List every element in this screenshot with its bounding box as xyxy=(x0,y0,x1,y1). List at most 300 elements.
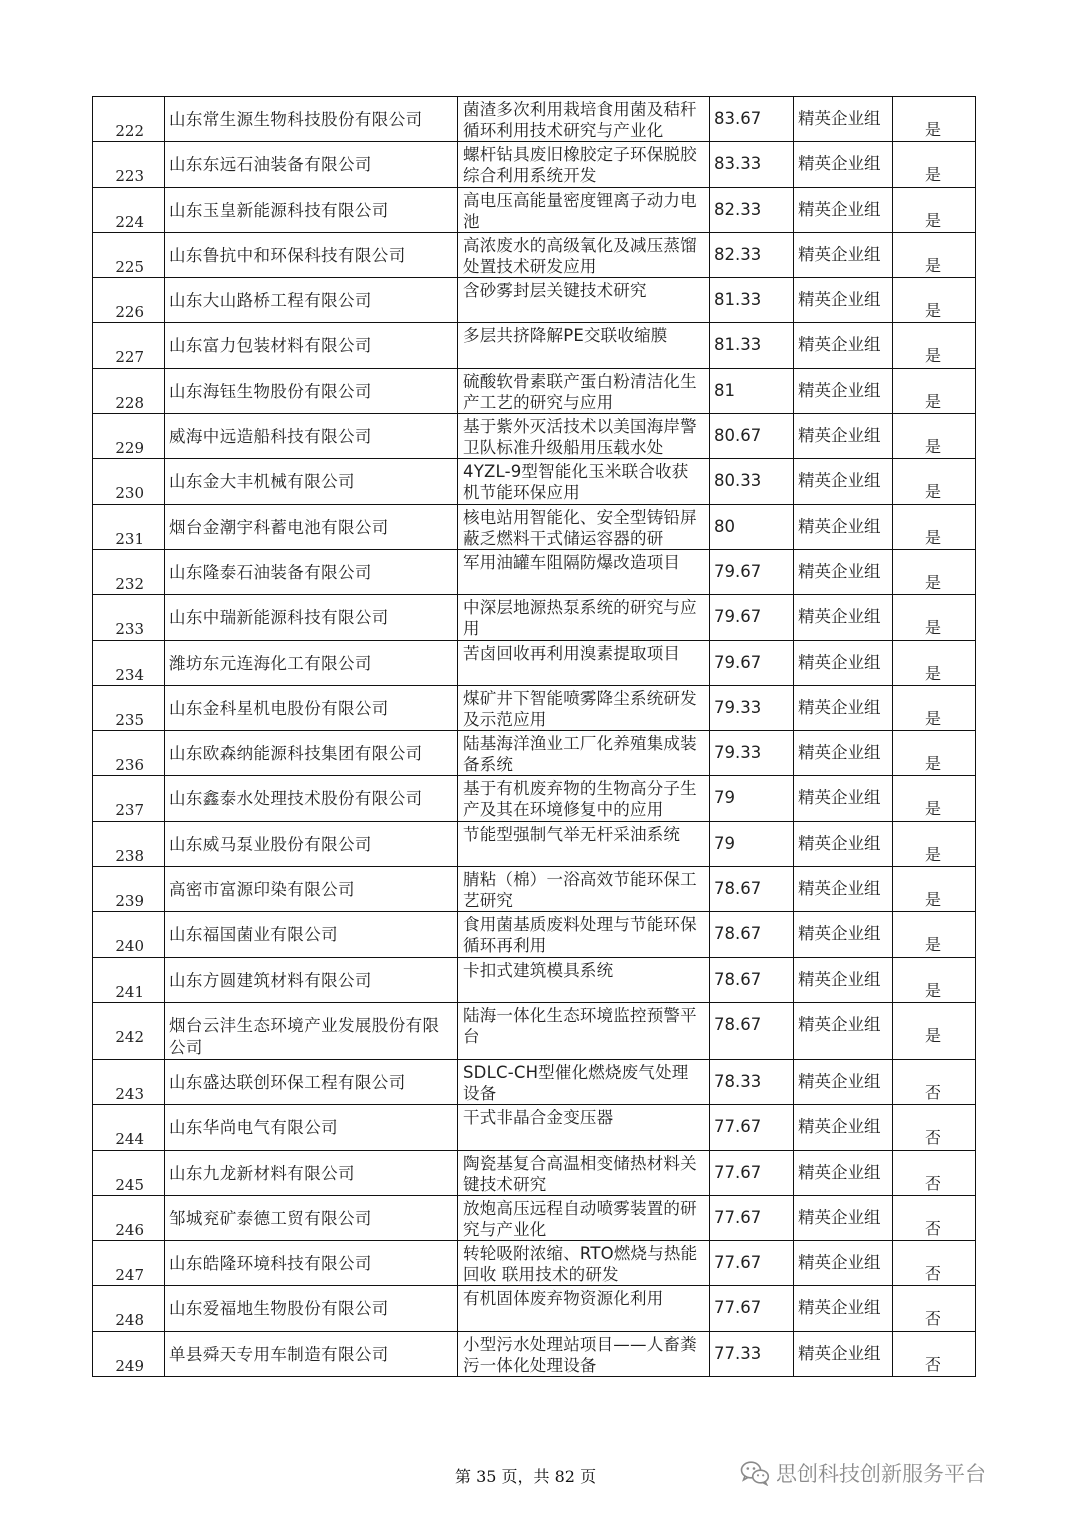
project-name-cell xyxy=(458,957,710,1002)
group-name: 精英企业组 xyxy=(798,697,881,717)
group-name-cell xyxy=(794,731,893,776)
project-name-cell xyxy=(458,1105,710,1150)
group-name-cell xyxy=(794,821,893,866)
company-name-cell xyxy=(165,278,458,323)
project-name: 干式非晶合金变压器 xyxy=(463,1108,614,1128)
project-name: 含砂雾封层关键技术研究 xyxy=(463,281,647,301)
project-name-cell xyxy=(458,1241,710,1286)
row-number-cell xyxy=(93,1241,165,1286)
group-name: 精英企业组 xyxy=(798,1117,881,1137)
row-number-cell xyxy=(93,776,165,821)
group-name: 精英企业组 xyxy=(798,1162,881,1182)
project-name: 腈粘（棉）一浴高效节能环保工艺研究 xyxy=(463,870,697,911)
group-name-cell xyxy=(794,323,893,368)
status-flag: 是 xyxy=(924,437,941,457)
status-flag: 是 xyxy=(924,527,941,547)
project-name: 煤矿井下智能喷雾降尘系统研发及示范应用 xyxy=(463,688,697,729)
score: 77.67 xyxy=(714,1207,762,1227)
row-number: 230 xyxy=(115,484,144,503)
project-name: 中深层地源热泵系统的研究与应用 xyxy=(463,598,697,639)
score: 77.67 xyxy=(714,1253,762,1273)
score: 79.67 xyxy=(714,652,762,672)
company-name-cell xyxy=(165,1002,458,1059)
status-flag-cell xyxy=(893,957,976,1002)
project-name: 转轮吸附浓缩、RTO燃烧与热能回收 联用技术的研发 xyxy=(463,1244,698,1285)
group-name: 精英企业组 xyxy=(798,788,881,808)
status-flag: 是 xyxy=(924,120,941,139)
project-name-cell xyxy=(458,232,710,277)
group-name: 精英企业组 xyxy=(798,607,881,627)
score-cell xyxy=(710,187,794,232)
row-number-cell xyxy=(93,1105,165,1150)
company-name-cell xyxy=(165,232,458,277)
status-flag: 是 xyxy=(924,482,941,502)
table-row xyxy=(93,549,976,594)
status-flag-cell xyxy=(893,776,976,821)
group-name-cell xyxy=(794,142,893,187)
score-cell xyxy=(710,323,794,368)
group-name-cell xyxy=(794,278,893,323)
status-flag-cell xyxy=(893,731,976,776)
score: 79.33 xyxy=(714,697,762,717)
score-cell xyxy=(710,142,794,187)
score: 79.33 xyxy=(714,743,762,763)
project-name-cell xyxy=(458,323,710,368)
score: 82.33 xyxy=(714,199,762,219)
company-name-cell xyxy=(165,1331,458,1376)
company-name-cell xyxy=(165,595,458,640)
project-name-cell xyxy=(458,459,710,504)
company-name: 山东鲁抗中和环保科技有限公司 xyxy=(169,245,406,265)
row-number: 231 xyxy=(115,529,144,548)
group-name: 精英企业组 xyxy=(798,516,881,536)
company-name-cell xyxy=(165,187,458,232)
group-name-cell xyxy=(794,867,893,912)
company-name: 山东金大丰机械有限公司 xyxy=(169,472,355,492)
project-name: 食用菌基质废料处理与节能环保循环再利用 xyxy=(463,915,697,956)
project-name-cell xyxy=(458,640,710,685)
project-name-cell xyxy=(458,685,710,730)
company-name: 山东中瑞新能源科技有限公司 xyxy=(169,608,389,628)
group-name-cell xyxy=(794,912,893,957)
status-flag-cell xyxy=(893,1002,976,1059)
status-flag-cell xyxy=(893,1286,976,1331)
table-row xyxy=(93,595,976,640)
score: 83.33 xyxy=(714,154,762,174)
table-row xyxy=(93,278,976,323)
watermark xyxy=(740,1458,986,1488)
company-name: 邹城兖矿泰德工贸有限公司 xyxy=(169,1208,372,1228)
company-name: 山东金科星机电股份有限公司 xyxy=(169,698,389,718)
project-name-cell xyxy=(458,97,710,142)
group-name-cell xyxy=(794,97,893,142)
project-name-cell xyxy=(458,1002,710,1059)
score: 79 xyxy=(714,833,735,853)
status-flag: 否 xyxy=(924,1218,941,1238)
row-number: 235 xyxy=(115,710,144,729)
group-name-cell xyxy=(794,187,893,232)
page-number: 第 35 页，共 82 页 xyxy=(455,1467,597,1486)
score-cell xyxy=(710,368,794,413)
group-name-cell xyxy=(794,640,893,685)
status-flag: 是 xyxy=(924,165,941,185)
group-name-cell xyxy=(794,414,893,459)
score-cell xyxy=(710,97,794,142)
row-number: 226 xyxy=(115,303,144,322)
status-flag-cell xyxy=(893,1150,976,1195)
row-number-cell xyxy=(93,142,165,187)
table-row xyxy=(93,731,976,776)
company-name-cell xyxy=(165,1150,458,1195)
score-cell xyxy=(710,278,794,323)
row-number-cell xyxy=(93,278,165,323)
table-row xyxy=(93,368,976,413)
score: 81 xyxy=(714,380,735,400)
row-number-cell xyxy=(93,504,165,549)
project-name: 高浓废水的高级氧化及减压蒸馏处置技术研发应用 xyxy=(463,235,697,276)
company-name: 山东常生源生物科技股份有限公司 xyxy=(169,110,423,129)
status-flag-cell xyxy=(893,278,976,323)
company-name-cell xyxy=(165,97,458,142)
row-number-cell xyxy=(93,187,165,232)
project-name: 有机固体废弃物资源化利用 xyxy=(463,1289,664,1309)
status-flag-cell xyxy=(893,1331,976,1376)
group-name: 精英企业组 xyxy=(798,244,881,264)
row-number-cell xyxy=(93,821,165,866)
company-name-cell xyxy=(165,912,458,957)
score-cell xyxy=(710,1105,794,1150)
status-flag: 否 xyxy=(924,1309,941,1329)
project-name: 高电压高能量密度锂离子动力电池 xyxy=(463,190,697,231)
group-name: 精英企业组 xyxy=(798,335,881,355)
company-name-cell xyxy=(165,685,458,730)
company-name-cell xyxy=(165,731,458,776)
status-flag: 是 xyxy=(924,890,941,910)
company-name: 山东富力包装材料有限公司 xyxy=(169,336,372,356)
group-name: 精英企业组 xyxy=(798,426,881,446)
row-number-cell xyxy=(93,414,165,459)
company-name-cell xyxy=(165,1105,458,1150)
project-name: 苦卤回收再利用溴素提取项目 xyxy=(463,643,681,663)
row-number: 236 xyxy=(115,756,144,775)
row-number: 247 xyxy=(115,1266,144,1285)
status-flag-cell xyxy=(893,187,976,232)
score: 79.67 xyxy=(714,607,762,627)
status-flag-cell xyxy=(893,97,976,142)
project-name: 螺杆钻具废旧橡胶定子环保脱胶综合利用系统开发 xyxy=(463,145,697,186)
group-name: 精英企业组 xyxy=(798,969,881,989)
table-row xyxy=(93,776,976,821)
status-flag-cell xyxy=(893,867,976,912)
score: 78.67 xyxy=(714,969,762,989)
row-number: 240 xyxy=(115,937,144,956)
company-name-cell xyxy=(165,549,458,594)
score: 81.33 xyxy=(714,290,762,310)
project-name: 基于有机废弃物的生物高分子生产及其在环境修复中的应用 xyxy=(463,779,697,820)
project-name-cell xyxy=(458,1286,710,1331)
score-cell xyxy=(710,640,794,685)
company-name: 山东玉皇新能源科技有限公司 xyxy=(169,200,389,220)
row-number-cell xyxy=(93,1002,165,1059)
project-name-cell xyxy=(458,187,710,232)
score: 80.33 xyxy=(714,471,762,491)
status-flag: 否 xyxy=(924,1354,941,1374)
score-cell xyxy=(710,549,794,594)
row-number-cell xyxy=(93,1150,165,1195)
table-row xyxy=(93,1195,976,1240)
company-name-cell xyxy=(165,957,458,1002)
status-flag-cell xyxy=(893,1241,976,1286)
group-name: 精英企业组 xyxy=(798,879,881,899)
status-flag: 是 xyxy=(924,346,941,366)
company-name-cell xyxy=(165,867,458,912)
row-number-cell xyxy=(93,459,165,504)
status-flag-cell xyxy=(893,504,976,549)
status-flag: 是 xyxy=(924,255,941,275)
status-flag-cell xyxy=(893,368,976,413)
group-name: 精英企业组 xyxy=(798,652,881,672)
group-name-cell xyxy=(794,459,893,504)
score: 77.67 xyxy=(714,1162,762,1182)
company-name-cell xyxy=(165,368,458,413)
project-name-cell xyxy=(458,867,710,912)
company-name: 山东盛达联创环保工程有限公司 xyxy=(169,1072,406,1092)
company-name-cell xyxy=(165,142,458,187)
company-name: 烟台云沣生态环境产业发展股份有限公司 xyxy=(169,1015,440,1057)
table-row xyxy=(93,414,976,459)
row-number-cell xyxy=(93,912,165,957)
row-number: 233 xyxy=(115,620,144,639)
score: 80.67 xyxy=(714,426,762,446)
company-name: 山东海钰生物股份有限公司 xyxy=(169,381,372,401)
status-flag-cell xyxy=(893,1195,976,1240)
project-name: 4YZL-9型智能化玉米联合收获机节能环保应用 xyxy=(463,462,689,503)
row-number: 237 xyxy=(115,801,144,820)
row-number: 222 xyxy=(115,122,144,140)
status-flag: 否 xyxy=(924,1264,941,1284)
table-row xyxy=(93,323,976,368)
score: 80 xyxy=(714,516,735,536)
table-row xyxy=(93,821,976,866)
company-name: 山东爱福地生物股份有限公司 xyxy=(169,1299,389,1319)
project-name-cell xyxy=(458,414,710,459)
score: 78.33 xyxy=(714,1071,762,1091)
score-cell xyxy=(710,504,794,549)
project-name: 陆基海洋渔业工厂化养殖集成装备系统 xyxy=(463,734,697,775)
status-flag-cell xyxy=(893,1105,976,1150)
group-name: 精英企业组 xyxy=(798,290,881,310)
project-name-cell xyxy=(458,912,710,957)
row-number-cell xyxy=(93,323,165,368)
company-name: 山东华尚电气有限公司 xyxy=(169,1118,338,1138)
group-name-cell xyxy=(794,549,893,594)
group-name: 精英企业组 xyxy=(798,109,881,128)
row-number: 227 xyxy=(115,348,144,367)
project-name: 菌渣多次利用栽培食用菌及秸秆循环利用技术研究与产业化 xyxy=(463,100,697,140)
score-cell xyxy=(710,685,794,730)
status-flag-cell xyxy=(893,912,976,957)
group-name: 精英企业组 xyxy=(798,199,881,219)
group-name: 精英企业组 xyxy=(798,1343,881,1363)
company-name: 山东东远石油装备有限公司 xyxy=(169,155,372,175)
score-cell xyxy=(710,776,794,821)
row-number-cell xyxy=(93,549,165,594)
group-name: 精英企业组 xyxy=(798,471,881,491)
wechat-icon xyxy=(740,1460,770,1486)
status-flag: 是 xyxy=(924,618,941,638)
group-name: 精英企业组 xyxy=(798,833,881,853)
row-number: 249 xyxy=(115,1356,144,1375)
score: 79 xyxy=(714,788,735,808)
table-row xyxy=(93,1331,976,1376)
status-flag-cell xyxy=(893,459,976,504)
status-flag-cell xyxy=(893,595,976,640)
score: 81.33 xyxy=(714,335,762,355)
company-name-cell xyxy=(165,1241,458,1286)
score: 83.67 xyxy=(714,109,762,128)
group-name-cell xyxy=(794,1150,893,1195)
table-row xyxy=(93,459,976,504)
group-name: 精英企业组 xyxy=(798,154,881,174)
group-name-cell xyxy=(794,1331,893,1376)
group-name-cell xyxy=(794,1195,893,1240)
company-name-cell xyxy=(165,1195,458,1240)
group-name-cell xyxy=(794,232,893,277)
company-name: 山东鑫泰水处理技术股份有限公司 xyxy=(169,789,423,809)
row-number-cell xyxy=(93,640,165,685)
score-cell xyxy=(710,1150,794,1195)
group-name: 精英企业组 xyxy=(798,1298,881,1318)
row-number-cell xyxy=(93,1331,165,1376)
company-name: 高密市富源印染有限公司 xyxy=(169,880,355,900)
table-row xyxy=(93,685,976,730)
status-flag: 是 xyxy=(924,391,941,411)
table-row xyxy=(93,504,976,549)
status-flag-cell xyxy=(893,549,976,594)
table-row xyxy=(93,97,976,142)
project-name-cell xyxy=(458,1059,710,1104)
table-row xyxy=(93,640,976,685)
score: 82.33 xyxy=(714,244,762,264)
project-name: 陆海一体化生态环境监控预警平台 xyxy=(463,1005,697,1046)
company-name: 威海中远造船科技有限公司 xyxy=(169,427,372,447)
project-name-cell xyxy=(458,1150,710,1195)
row-number: 241 xyxy=(115,982,144,1001)
row-number-cell xyxy=(93,97,165,142)
group-name: 精英企业组 xyxy=(798,1071,881,1091)
company-name: 山东皓隆环境科技有限公司 xyxy=(169,1254,372,1274)
table-row xyxy=(93,1286,976,1331)
table-row xyxy=(93,1105,976,1150)
company-name-cell xyxy=(165,504,458,549)
table-row xyxy=(93,1002,976,1059)
results-table-body xyxy=(93,97,976,1377)
group-name-cell xyxy=(794,1105,893,1150)
company-name: 山东威马泵业股份有限公司 xyxy=(169,834,372,854)
company-name: 烟台金潮宇科蓄电池有限公司 xyxy=(169,517,389,537)
company-name: 山东隆泰石油装备有限公司 xyxy=(169,562,372,582)
project-name-cell xyxy=(458,368,710,413)
project-name: 节能型强制气举无杆采油系统 xyxy=(463,824,681,844)
company-name-cell xyxy=(165,1059,458,1104)
row-number-cell xyxy=(93,731,165,776)
group-name-cell xyxy=(794,1286,893,1331)
project-name-cell xyxy=(458,278,710,323)
group-name: 精英企业组 xyxy=(798,1207,881,1227)
status-flag: 是 xyxy=(924,572,941,592)
score-cell xyxy=(710,1002,794,1059)
group-name: 精英企业组 xyxy=(798,743,881,763)
group-name: 精英企业组 xyxy=(798,561,881,581)
row-number: 232 xyxy=(115,574,144,593)
status-flag-cell xyxy=(893,414,976,459)
status-flag: 是 xyxy=(924,301,941,321)
project-name: SDLC-CH型催化燃烧废气处理设备 xyxy=(463,1062,689,1103)
company-name: 山东大山路桥工程有限公司 xyxy=(169,291,372,311)
group-name-cell xyxy=(794,1002,893,1059)
group-name-cell xyxy=(794,1059,893,1104)
table-row xyxy=(93,957,976,1002)
company-name-cell xyxy=(165,414,458,459)
table-row xyxy=(93,1150,976,1195)
score-cell xyxy=(710,1241,794,1286)
project-name-cell xyxy=(458,821,710,866)
project-name-cell xyxy=(458,1331,710,1376)
company-name: 山东九龙新材料有限公司 xyxy=(169,1163,355,1183)
row-number: 229 xyxy=(115,439,144,458)
status-flag-cell xyxy=(893,232,976,277)
status-flag-cell xyxy=(893,1059,976,1104)
row-number-cell xyxy=(93,867,165,912)
score-cell xyxy=(710,459,794,504)
row-number: 228 xyxy=(115,393,144,412)
table-row xyxy=(93,1241,976,1286)
status-flag-cell xyxy=(893,685,976,730)
row-number: 234 xyxy=(115,665,144,684)
project-name-cell xyxy=(458,504,710,549)
project-name-cell xyxy=(458,776,710,821)
row-number: 223 xyxy=(115,167,144,186)
group-name-cell xyxy=(794,776,893,821)
score-cell xyxy=(710,821,794,866)
score-cell xyxy=(710,957,794,1002)
table-row xyxy=(93,1059,976,1104)
company-name: 山东欧森纳能源科技集团有限公司 xyxy=(169,744,423,764)
row-number: 245 xyxy=(115,1175,144,1194)
row-number: 238 xyxy=(115,846,144,865)
group-name: 精英企业组 xyxy=(798,924,881,944)
score: 77.67 xyxy=(714,1298,762,1318)
status-flag: 是 xyxy=(924,663,941,683)
group-name-cell xyxy=(794,957,893,1002)
row-number-cell xyxy=(93,1195,165,1240)
group-name-cell xyxy=(794,368,893,413)
company-name-cell xyxy=(165,776,458,821)
score-cell xyxy=(710,232,794,277)
status-flag: 是 xyxy=(924,844,941,864)
project-name-cell xyxy=(458,1195,710,1240)
row-number: 239 xyxy=(115,892,144,911)
status-flag: 是 xyxy=(924,799,941,819)
row-number: 225 xyxy=(115,257,144,276)
score: 79.67 xyxy=(714,561,762,581)
table-row xyxy=(93,867,976,912)
status-flag-cell xyxy=(893,640,976,685)
project-name: 放炮高压远程自动喷雾装置的研究与产业化 xyxy=(463,1198,697,1239)
score: 77.67 xyxy=(714,1117,762,1137)
row-number: 244 xyxy=(115,1130,144,1149)
table-row xyxy=(93,912,976,957)
